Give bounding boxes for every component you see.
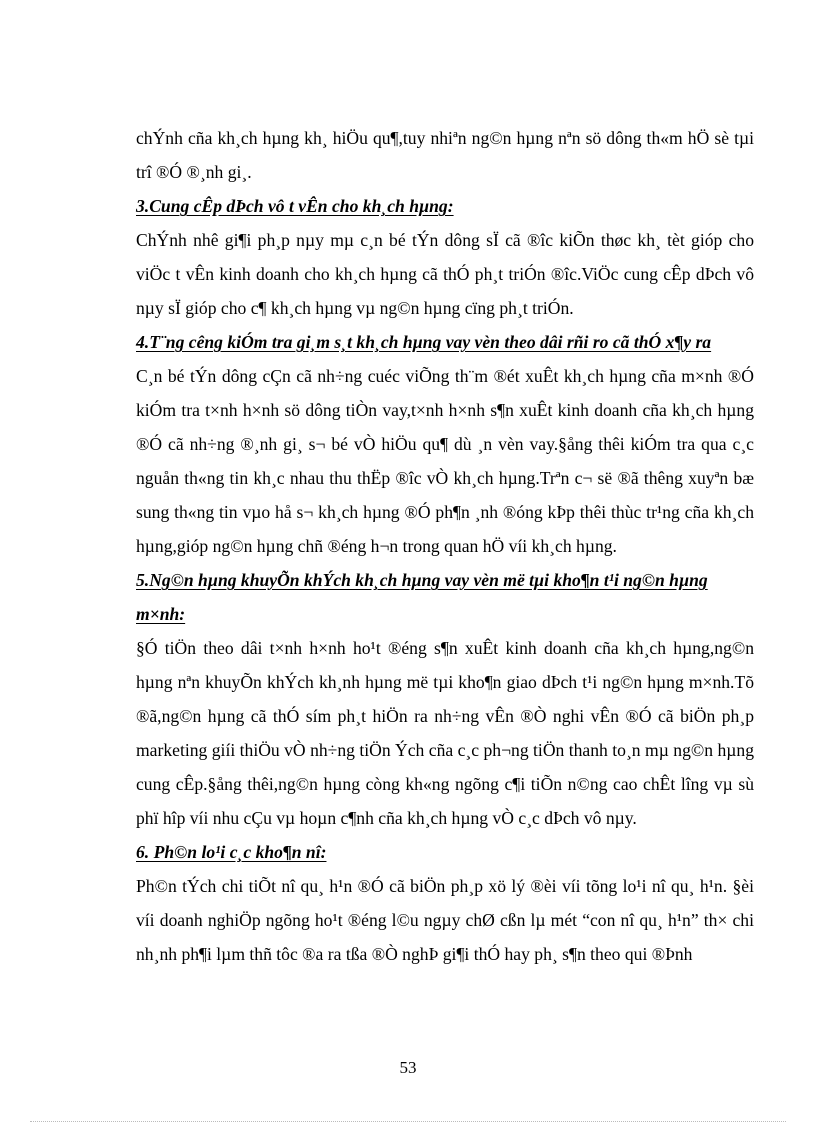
paragraph-section-5: §Ó tiÖn theo dâi t×nh h×nh ho¹t ®éng s¶n xuÊt kinh doanh cña kh¸ch hµng,ng©n hµng nªn khuyÕn khÝch kh¸nh hµng më tµi kho¶n giao dÞch t¹i ng©n hµng m×nh.Tõ ®ã,ng©n hµng cã thÓ sím ph¸t hiÖn ra nh÷ng vÊn ®Ò nghi vÊn ®Ó cã biÖn ph¸p marketing giíi thiÖu vÒ nh÷ng tiÖn Ých cña c¸c ph¬ng tiÖn thanh to¸n mµ ng©n hµng cung cÊp.§ång thêi,ng©n hµng còng kh«ng ngõng c¶i tiÕn n©ng cao chÊt lîng vµ sù phï hîp víi nhu cÇu vµ hoµn c¶nh cña kh¸ch hµng vÒ c¸c dÞch vô nµy. [136, 638, 754, 828]
paragraph-section-4: C¸n bé tÝn dông cÇn cã nh÷ng cuéc viÕng th¨m ®ét xuÊt kh¸ch hµng cña m×nh ®Ó kiÓm tra t×nh h×nh sö dông tiÒn vay,t×nh h×nh s¶n xuÊt kinh doanh cña kh¸ch hµng ®Ó cã nh÷ng ®¸nh gi¸ s¬ bé vÒ hiÖu qu¶ dù ¸n vèn vay.§ång thêi kiÓm tra qua c¸c nguån th«ng tin kh¸c nhau thu thËp ®îc vÒ kh¸ch hµng.Trªn c¬ së ®ã thêng xuyªn bæ sung th«ng tin vµo hå s¬ kh¸ch hµng ®Ó ph¶n ¸nh ®óng kÞp thêi thùc tr¹ng cña kh¸ch hµng,gióp ng©n hµng chñ ®éng h¬n trong quan hÖ víi kh¸ch hµng. [136, 366, 754, 556]
heading-section-3: 3.Cung cÊp dÞch vô t vÊn cho kh¸ch hµng: [136, 196, 454, 216]
paragraph-section-3: ChÝnh nhê gi¶i ph¸p nµy mµ c¸n bé tÝn dông sÏ cã ®îc kiÕn thøc kh¸ tèt gióp cho viÖc t vÊn kinh doanh cho kh¸ch hµng cã thÓ ph¸t triÓn ®îc.ViÖc cung cÊp dÞch vô nµy sÏ gióp cho c¶ kh¸ch hµng vµ ng©n hµng cïng ph¸t triÓn. [136, 230, 754, 318]
heading-section-6: 6. Ph©n lo¹i c¸c kho¶n nî: [136, 842, 327, 862]
heading-section-4: 4.T¨ng cêng kiÓm tra gi¸m s¸t kh¸ch hµng vay vèn theo dâi rñi ro cã thÓ x¶y ra [136, 332, 712, 352]
paragraph-intro: chÝnh cña kh¸ch hµng kh¸ hiÖu qu¶,tuy nhiªn ng©n hµng nªn sö dông th«m hÖ sè tµi trî ®Ó ®¸nh gi¸. [136, 128, 754, 182]
heading-section-5: 5.Ng©n hµng khuyÕn khÝch kh¸ch hµng vay vèn më tµi kho¶n t¹i ng©n hµng m×nh: [136, 570, 708, 624]
document-body [136, 121, 754, 971]
paragraph-section-6: Ph©n tÝch chi tiÕt nî qu¸ h¹n ®Ó cã biÖn ph¸p xö lý ®èi víi tõng lo¹i nî qu¸ h¹n. §èi víi doanh nghiÖp ngõng ho¹t ®éng l©u ngµy chØ cßn lµ mét “con nî qu¸ h¹n” th× chi nh¸nh ph¶i lµm thñ tôc ®a ra tßa ®Ò nghÞ gi¶i thÓ hay ph¸ s¶n theo qui ®Þnh [136, 876, 754, 964]
page-footer-divider [30, 1121, 786, 1122]
page-number: 53 [399, 1058, 417, 1077]
